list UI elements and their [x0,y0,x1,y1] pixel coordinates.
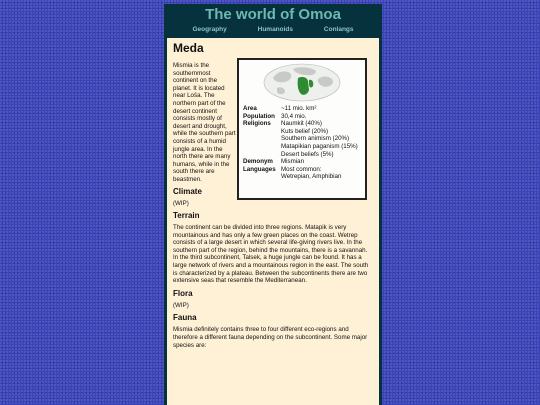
section-heading-fauna: Fauna [173,313,197,323]
infobox-row-languages [243,166,361,181]
religion-item: Desert beliefs (5%) [281,150,334,158]
section-heading-climate: Climate [173,186,202,196]
infobox-row-demonym [243,158,361,166]
section-heading-terrain: Terrain [173,211,200,221]
infobox-row-population [243,113,361,121]
infobox-value: Mismian [281,158,305,166]
main-nav [167,24,379,34]
language-list [281,166,361,181]
nav-link-geography[interactable]: Geography [192,26,227,33]
section-heading-flora: Flora [173,288,193,298]
nav-link-conlangs[interactable]: Conlangs [323,26,354,33]
fauna-text: Mismia definitely contains three to four different eco-regions and therefore a different fauna depending on the subcontinent. Some major species are: [173,326,368,349]
infobox-label: Demonym [243,158,273,166]
religion-item: Naumkit (40%) [281,120,322,128]
page-frame [164,4,382,405]
page-title: Meda [173,41,204,55]
language-item: Wetrepian, Amphibian [281,173,342,181]
infobox-row-area [243,105,361,113]
religion-list [281,120,361,158]
religion-item: Kuts belief (20%) [281,127,329,135]
infobox-value: 30,4 mio. [281,112,307,120]
site-title[interactable]: The world of Omoa [205,6,341,23]
infobox-label: Languages [243,165,276,173]
infobox-label: Population [243,112,275,120]
terrain-text: The continent can be divided into three regions. Matapik is very mountainous and has only a few green places on the coast. Wetrep consists of a large desert in which several life-giving rivers live. In the southern part of the region, behind the mountains, there is a savannah. In the third subcontinent, Talsek, a huge jungle can be found. It has a large network of rivers and a mountainous region in the east. The south is characterized by a plateau. Between the subcontinents there are two extensive seas that resemble the Mediterranean. [173,224,369,285]
flora-text: (WIP) [173,301,189,309]
nav-link-humanoids[interactable]: Humanoids [257,26,294,33]
religion-item: Southern animism (20%) [281,135,350,143]
infobox-row-religions [243,120,361,158]
language-item: Most common: [281,165,322,173]
intro-paragraph: Mismia is the southernmost continent on the planet. It is located near Loŝa. The northern part of the desert continent consists mostly of desert and drought, while the southern part consists of a humid jungle area. In the north there are many humans, while in the south there are beastmen. [173,62,236,183]
site-header [167,4,379,38]
infobox [237,58,367,200]
infobox-label: Religions [243,120,271,128]
religion-item: Matapikian paganism (15%) [281,142,358,150]
climate-text: (WIP) [173,199,189,207]
article-content [167,38,379,405]
globe-map-image [263,63,341,102]
infobox-value: ~11 mio. km² [281,105,317,112]
infobox-label: Area [243,105,257,112]
